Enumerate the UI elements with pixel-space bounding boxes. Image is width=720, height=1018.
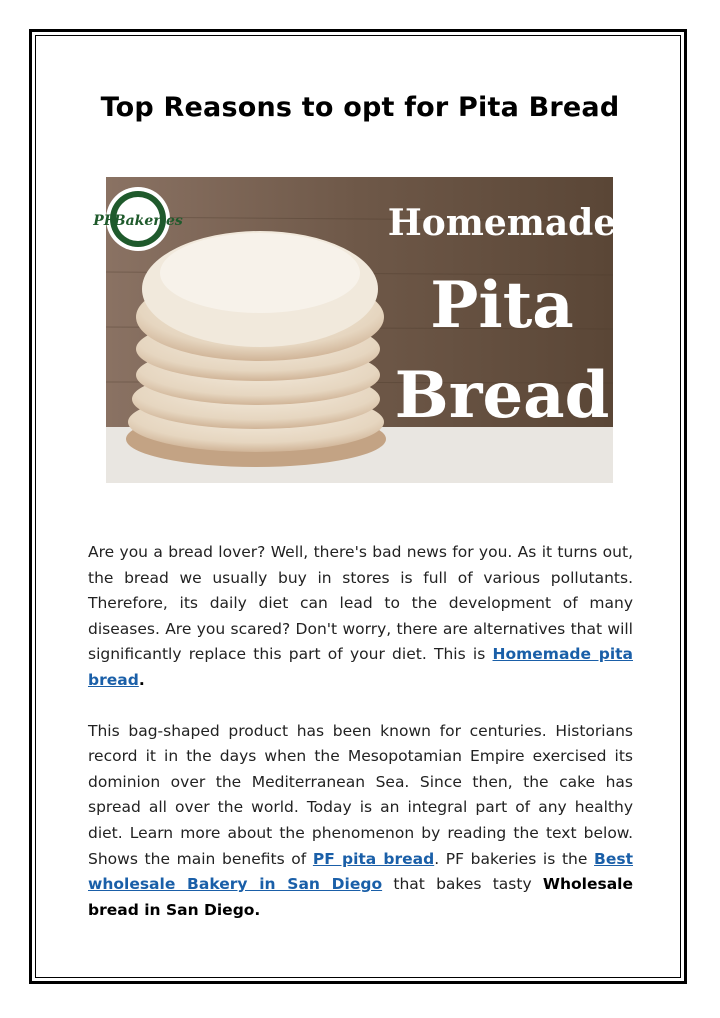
best-wholesale-bakery-link[interactable]: Best wholesale Bakery in San Diego — [88, 849, 634, 894]
page-title: Top Reasons to opt for Pita Bread — [100, 92, 620, 123]
homemade-pita-bread-link[interactable]: Homemade pita bread — [88, 645, 633, 689]
logo-text: PFBakeries — [93, 213, 183, 229]
hero-line-pita: Pita — [430, 268, 574, 343]
paragraph-2-mid1: . PF bakeries is the — [434, 849, 595, 868]
wholesale-bread-bold: Wholesale bread in San Diego. — [88, 875, 633, 919]
paragraph-2-text: This bag-shaped product has been known for centuries. Historians record it in the days when the Mesopotamian Empire exercised its dominion over the Mediterranean Sea. Since then, the cake has spread all over the world. Today is an integral part of any healthy diet. Learn more about the phenomenon by reading the text below. Shows the main benefits of — [88, 721, 633, 868]
hero-image — [93, 177, 617, 483]
paragraph-1 — [88, 540, 633, 694]
pita-bread-illustration — [93, 177, 617, 483]
paragraph-2-mid2: that bakes tasty — [382, 875, 543, 894]
pita-stack — [126, 231, 386, 467]
hero-line-homemade: Homemade — [387, 202, 617, 244]
paragraph-1-text: Are you a bread lover? Well, there's bad news for you. As it turns out, the bread we usually buy in stores is full of various pollutants. Therefore, its daily diet can lead to the development of many diseases. Are you scared? Don't worry, there are alternatives that will significantly replace this part of your diet. This is — [88, 543, 633, 664]
article-body — [88, 540, 633, 948]
paragraph-1-end: . — [138, 670, 145, 689]
hero-line-bread: Bread — [394, 358, 610, 433]
pf-pita-bread-link[interactable]: PF pita bread — [312, 849, 435, 868]
paragraph-2 — [88, 719, 633, 924]
